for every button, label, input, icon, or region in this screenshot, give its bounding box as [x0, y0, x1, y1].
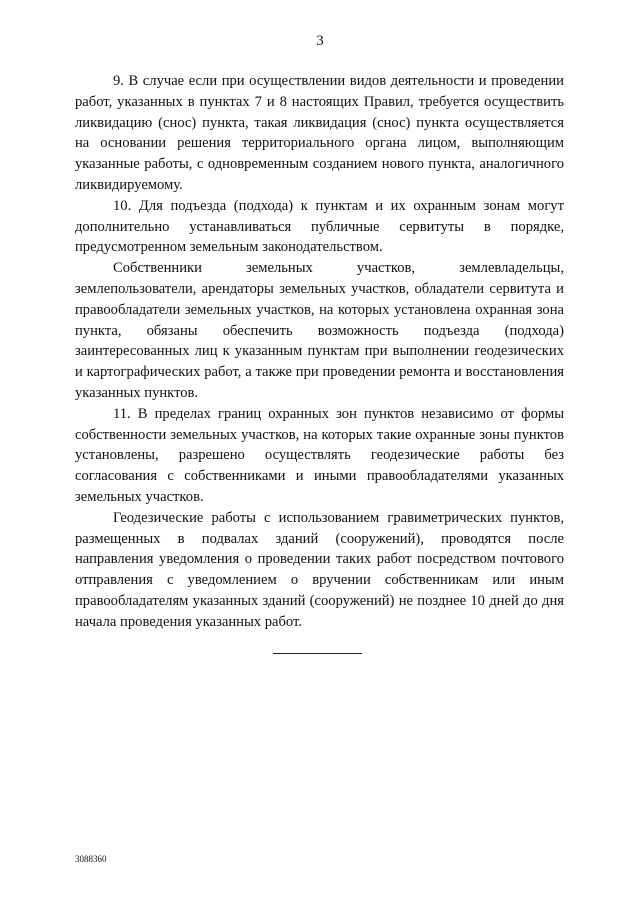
- paragraph-owners-access: Собственники земельных участков, землевладельцы, землепользователи, арендаторы земельных участков, обладатели сервитута и правообладатели земельных участков, на которых установлена охранная зона пункта, обязаны обеспечить возможность подъезда (подхода) заинтересованных лиц к указанным пунктам при выполнении геодезических и картографических работ, а также при проведении ремонта и восстановления указанных пунктов.: [75, 260, 564, 401]
- document-code: 3088360: [75, 854, 107, 864]
- paragraph-item-9: 9. В случае если при осуществлении видов деятельности и проведении работ, указанных в пунктах 7 и 8 настоящих Правил, требуется осуществить ликвидацию (снос) пункта, такая ликвидация (снос) пункта осуществляется на основании решения территориального органа лицом, выполняющим указанные работы, с одновременным созданием нового пункта, аналогичного ликвидируемому.: [75, 73, 564, 193]
- paragraph-item-10: 10. Для подъезда (подхода) к пунктам и их охранным зонам могут дополнительно устанавливаться публичные сервитуты в порядке, предусмотренном земельным законодательством.: [75, 197, 564, 256]
- paragraph-gravimetric-works: Геодезические работы с использованием гравиметрических пунктов, размещенных в подвалах зданий (сооружений), проводятся после направления уведомления о проведении таких работ посредством почтового отправления с уведомлением о вручении собственникам или иным правообладателям указанных зданий (сооружений) не позднее 10 дней до дня начала проведения указанных работ.: [75, 509, 564, 630]
- paragraph-item-11: 11. В пределах границ охранных зон пунктов независимо от формы собственности земельных участков, на которых такие охранные зоны пунктов установлены, разрешено осуществлять геодезические работы без согласования с собственниками и иными правообладателями указанных земельных участков.: [75, 405, 564, 505]
- page-number: 3: [316, 33, 324, 49]
- end-separator-line: [273, 653, 362, 654]
- document-body: [75, 71, 564, 633]
